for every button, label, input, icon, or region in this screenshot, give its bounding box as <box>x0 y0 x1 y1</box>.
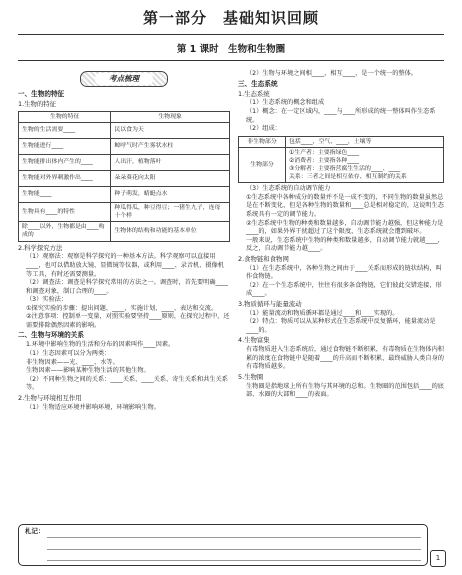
table-cell: 生物能排出体内产生的____ <box>19 155 111 171</box>
paragraph: ②注意事项：控制单一变量，对照实验要坚持____原则，在探究过程中，还需要排除偶然因素的影响。 <box>26 313 230 329</box>
section-banner <box>80 71 168 87</box>
section-heading: 三、生态系统 <box>238 79 278 88</box>
table-cell: 种瓜得瓜，种豆得豆；一猪生九子，连母十个样 <box>111 203 230 222</box>
paragraph: （2）调查法：调查是科学探究常用的方法之一。调查时，首先要明确____和调查对象，制订合理的____。 <box>26 279 228 295</box>
table-cell: 鲸呼气时产生雾状水柱 <box>111 139 230 155</box>
left-column <box>18 70 230 412</box>
table-cell: 民以食为天 <box>111 123 230 139</box>
section-heading: 一、生物的特征 <box>18 90 65 98</box>
table-row <box>19 155 230 171</box>
table-cell: 除____以外，生物都是由____构成的 <box>19 222 111 241</box>
paragraph: （2）组成： <box>246 125 281 133</box>
paragraph: （1）在生态系统中，各种生物之间由于____关系而形成的链状结构，叫作食物链。 <box>246 264 442 281</box>
notes-label: 札记： <box>25 527 45 535</box>
note-line <box>47 549 421 550</box>
paragraph: （1）生物适应环境并影响环境，环境影响生物。 <box>26 403 160 411</box>
paragraph: ②生态系统中生物的种类和数量越多，自动调节能力越强，但这种能力是____的，如果外界干扰超过了这个限度，生态系统就会遭到破坏。 <box>246 219 444 236</box>
sub-heading: 2.生物与环境相互作用 <box>18 393 82 402</box>
table-header: 生物现象 <box>111 111 230 122</box>
table-cell: 种子萌发，蜻蜓点水 <box>111 187 230 203</box>
list-item: 关系：三者之间是相互依存、相互制约的关系 <box>289 174 407 181</box>
table-header: 生物的特征 <box>19 111 111 122</box>
list-item: ③分解者：主要指营腐生生活的____、____ <box>289 166 401 173</box>
table-cell: 生物部分 <box>239 147 286 183</box>
page-title: 第一部分 基础知识回顾 <box>142 9 319 27</box>
paragraph: （1）生态系统的概念和组成 <box>246 99 325 107</box>
paragraph: （3）实验法： <box>26 296 68 304</box>
paragraph: 生物圈是指地球上所有生物与其环境的总和。生物圈的范围包括____的底部、水圈的大部和____的表面。 <box>246 382 444 399</box>
table-row <box>19 171 230 187</box>
paragraph: 生物因素——影响某种生物生活的其他生物。 <box>26 367 150 375</box>
paragraph: 非生物因素——光、____、水等。 <box>26 358 119 366</box>
table-row <box>19 123 230 139</box>
subtitle-divider <box>18 60 444 61</box>
paragraph: （2）生物与环境之间相____，相互____，是一个统一的整体。 <box>246 70 417 77</box>
table-row <box>19 222 230 241</box>
sub-heading: 3.物质循环与能量流动 <box>238 299 302 308</box>
list-item: ①生产者：主要指绿色____ <box>289 149 360 156</box>
section-heading: 二、生物与环境的关系 <box>18 331 84 340</box>
table-cell: 生物能对外界刺激作出____ <box>19 171 111 187</box>
sub-heading: 2.科学探究方法 <box>18 243 63 252</box>
lesson-title: 第 1 课时 生物和生物圈 <box>176 44 286 55</box>
paragraph: （2）在一个生态系统中，往往有很多条食物链，它们彼此交错连接，形成____。 <box>246 281 442 298</box>
paragraph: （1）概念：在一定区域内，____与____所形成的统一整体叫作生态系统。 <box>246 108 436 124</box>
table-cell: 人出汗，植物落叶 <box>111 155 230 171</box>
paragraph: （1）生态因素可以分为两类： <box>26 350 111 358</box>
table-row <box>239 147 444 183</box>
table-cell: 生物能____ <box>19 187 111 203</box>
table-cell: 生物体的结构和功能的基本单位 <box>111 222 230 241</box>
paragraph: （1）观察法：观察是科学探究的一种基本方法。科学观察可以直接用____，也可以借助放大镜、显微镜等仪器，或利用____、录音机、摄像机等工具，有时还需要测量。 <box>26 253 224 278</box>
paragraph: 一般来说，生态系统中生物的种类和数量越多，自动调节能力就越____，反之，自动调节能力越____。 <box>246 236 444 253</box>
table-cell: 朵朵葵花向太阳 <box>111 171 230 187</box>
sub-heading: 5.生物圈 <box>238 372 264 381</box>
note-line <box>47 560 421 561</box>
paragraph: （1）能量流动和物质循环都是通过____和____实现的。 <box>246 309 399 317</box>
paragraph: （2）特点：物质可以从某种形式在生态系统中反复循环，能量流动是____的。 <box>246 318 436 334</box>
notes-box[interactable] <box>18 524 428 566</box>
paragraph: 有毒物质进入生态系统后，通过食物链不断积累，有毒物质在生物体内积累的浓度在食物链中是随着____的升高而不断积累，最终威胁人类自身的有毒物质越多。 <box>246 346 444 371</box>
table-cell <box>286 147 444 183</box>
list-item: ②消费者：主要指各种____ <box>289 157 360 164</box>
paragraph: （3）生态系统的自动调节能力 <box>246 185 331 193</box>
ecosystem-table <box>238 136 444 184</box>
table-cell: 包括____，空气、____，土壤等 <box>286 136 444 147</box>
table-row <box>19 203 230 222</box>
paragraph: ①探究实验的步骤：提出问题、____、实施计划、____、表达和交流。 <box>26 304 218 312</box>
sub-heading: 2.食物链和食物网 <box>238 254 289 263</box>
header-divider <box>18 34 444 35</box>
table-row <box>19 187 230 203</box>
table-cell: 生物能进行____ <box>19 139 111 155</box>
table-row <box>239 136 444 147</box>
table-row <box>19 139 230 155</box>
right-column <box>238 70 444 400</box>
page-number: 1 <box>430 550 446 567</box>
features-table <box>18 111 230 242</box>
banner-text: 考点梳理 <box>95 73 153 85</box>
paragraph: （2）不同种生物之间的关系：____关系、____关系、寄生关系和共生关系等。 <box>26 375 228 392</box>
paragraph: ①生态系统中各种成分的数量并不是一成不变的，不同生物的数量虽然总是在不断变化，但是各种生物的数量和____总是相对稳定的，这说明生态系统具有一定的调节能力。 <box>246 193 444 218</box>
note-line <box>47 537 421 538</box>
table-cell: 生物具有____的特性 <box>19 203 111 222</box>
sub-heading: 1.生态系统 <box>238 89 270 98</box>
sub-heading: 4.生物富集 <box>238 336 270 345</box>
paragraph: 1.环境中影响生物的生活和分布的因素叫作____因素。 <box>26 341 175 349</box>
table-cell: 生物的生活需要____ <box>19 123 111 139</box>
table-cell: 非生物部分 <box>239 136 286 147</box>
sub-heading: 1.生物的特征 <box>18 100 57 109</box>
